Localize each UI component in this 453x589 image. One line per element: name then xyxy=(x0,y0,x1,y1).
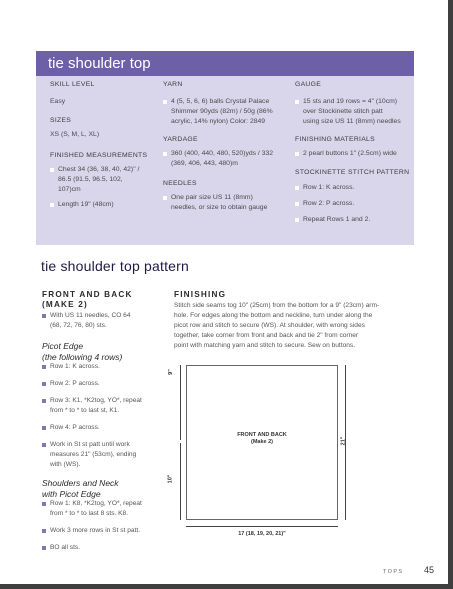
finishing-materials-line: 2 pearl buttons 1" (2.5cm) wide xyxy=(303,150,397,157)
finishing-materials-heading: FINISHING MATERIALS xyxy=(295,136,375,143)
specs-column-2 xyxy=(163,81,293,213)
yarn-line: acrylic, 14% nylon) Color: 2849 xyxy=(171,118,266,125)
shoulders-heading-line: with Picot Edge xyxy=(42,488,101,499)
instruction-line: (68, 72, 76, 80) sts. xyxy=(50,322,107,329)
height-label: 21" xyxy=(340,436,347,446)
measurement-line: 86.5 (91.5, 96.5, 102, xyxy=(58,176,123,183)
sizes-value: XS (S, M, L, XL) xyxy=(50,131,100,138)
sizes-heading: SIZES xyxy=(50,117,72,124)
finished-measurements-heading: FINISHED MEASUREMENTS xyxy=(50,152,148,159)
instruction-item xyxy=(42,311,170,331)
instruction-line: with (WS). xyxy=(50,461,81,468)
specs-title: tie shoulder top xyxy=(36,51,414,76)
finishing-materials-item xyxy=(295,149,411,159)
picot-edge-heading-line: (the following 4 rows) xyxy=(42,351,123,362)
instruction-line: With US 11 needles, CO 64 xyxy=(50,312,131,319)
yarn-item xyxy=(163,97,293,127)
page-number: 45 xyxy=(424,565,435,575)
skill-level-heading: SKILL LEVEL xyxy=(50,81,95,88)
yarn-line: 4 (5, 5, 6, 6) balls Crystal Palace xyxy=(171,98,270,105)
skill-level-value: Easy xyxy=(50,98,66,105)
finishing-line: hole. For edges along the bottom and neckline, turn under along the xyxy=(174,312,373,319)
instruction-line: Work 3 more rows in St st patt. xyxy=(50,527,141,534)
picot-edge-heading-line: Picot Edge xyxy=(42,341,84,351)
specs-column-3 xyxy=(295,81,411,225)
page-shadow xyxy=(0,584,453,589)
instruction-item xyxy=(42,396,170,416)
needles-line: One pair size US 11 (8mm) xyxy=(171,194,253,201)
instruction-line: BO all sts. xyxy=(50,544,81,551)
needles-heading: NEEDLES xyxy=(163,180,197,187)
instruction-line: Row 4: P across. xyxy=(50,424,100,431)
gauge-line: over Stockinette stitch patt xyxy=(303,108,383,115)
specs-box xyxy=(36,76,414,245)
width-label: 17 (18, 19, 20, 21)" xyxy=(238,531,286,537)
instruction-line: from * to * to last st, K1. xyxy=(50,407,120,414)
front-back-heading-line: FRONT AND BACK xyxy=(42,290,133,299)
measurement-line: Length 19" (48cm) xyxy=(58,201,114,208)
instruction-item xyxy=(42,543,170,553)
measurement-line: 107)cm xyxy=(58,186,81,193)
finishing-section xyxy=(174,290,426,351)
specs-column-1 xyxy=(50,81,178,210)
instruction-item xyxy=(42,499,170,519)
measurement-line: Chest 34 (36, 38, 40, 42)" / xyxy=(58,166,140,173)
measurement-item xyxy=(50,165,178,195)
page-shadow xyxy=(448,0,453,589)
pattern-title: tie shoulder top pattern xyxy=(41,258,190,274)
piece-label: FRONT AND BACK xyxy=(237,432,287,438)
yardage-heading: YARDAGE xyxy=(163,136,198,143)
side-measure-line xyxy=(180,443,181,520)
instruction-line: Row 1: K across. xyxy=(50,363,100,370)
instruction-line: measures 21" (53cm), ending xyxy=(50,451,137,458)
instruction-item xyxy=(42,526,170,536)
measurement-item xyxy=(50,200,178,210)
instruction-item xyxy=(42,379,170,389)
needles-item xyxy=(163,193,293,213)
yarn-heading: YARN xyxy=(163,81,183,88)
shoulders-heading-line: Shoulders and Neck xyxy=(42,478,119,488)
yardage-item xyxy=(163,149,293,169)
gauge-line: 15 sts and 19 rows = 4" (10cm) xyxy=(303,98,398,105)
instruction-item xyxy=(42,440,170,470)
finishing-line: point with matching yarn and stitch to secure. Sew on buttons. xyxy=(174,342,356,349)
front-back-heading xyxy=(42,290,170,310)
finishing-line: Stitch side seams tog 10" (25cm) from the bottom for a 9" (23cm) arm- xyxy=(174,302,380,309)
instruction-item xyxy=(42,423,170,433)
needles-line: needles, or size to obtain gauge xyxy=(171,204,268,211)
front-back-heading-line: (MAKE 2) xyxy=(42,300,88,309)
side-seam-label: 10" xyxy=(167,474,174,484)
instruction-line: from * to * to last 8 sts. K8. xyxy=(50,510,129,517)
piece-sublabel: (Make 2) xyxy=(250,439,273,445)
yarn-line: Shimmer 90yds (82m) / 50g (86% xyxy=(171,108,273,115)
shoulders-heading xyxy=(42,478,170,499)
finishing-line: together, take corner from front and back and tie 2" from corner xyxy=(174,332,359,339)
finishing-heading: FINISHING xyxy=(174,290,227,299)
stockinette-row-item: Row 2: P across. xyxy=(295,199,411,209)
instruction-line: Row 2: P across. xyxy=(50,380,100,387)
section-label: TOPS xyxy=(383,569,404,575)
armhole-label: 9" xyxy=(167,369,174,375)
gauge-item xyxy=(295,97,411,127)
instruction-line: Row 3: K1, *K2tog, YO*, repeat xyxy=(50,397,142,404)
gauge-heading: GAUGE xyxy=(295,81,322,88)
width-measure-line xyxy=(186,526,338,527)
armhole-measure-line xyxy=(180,365,181,440)
gauge-line: using size US 11 (8mm) needles xyxy=(303,118,401,125)
stockinette-heading: STOCKINETTE STITCH PATTERN xyxy=(295,169,410,176)
instruction-line: Row 1: K8, *K2tog, YO*, repeat xyxy=(50,500,142,507)
picot-edge-heading xyxy=(42,341,170,362)
stockinette-row-item: Repeat Rows 1 and 2. xyxy=(295,215,411,225)
instruction-item xyxy=(42,362,170,372)
finishing-line: picot row and stitch to secure (WS). At shoulder, with wrong sides xyxy=(174,322,365,329)
yardage-line: 360 (400, 440, 480, 520)yds / 332 xyxy=(171,150,274,157)
instruction-line: Work in St st patt until work xyxy=(50,441,130,448)
finishing-paragraph xyxy=(174,301,426,351)
yardage-line: (369, 406, 443, 480)m xyxy=(171,160,238,167)
stockinette-row-item: Row 1: K across. xyxy=(295,183,411,193)
pattern-left-column xyxy=(42,290,170,553)
